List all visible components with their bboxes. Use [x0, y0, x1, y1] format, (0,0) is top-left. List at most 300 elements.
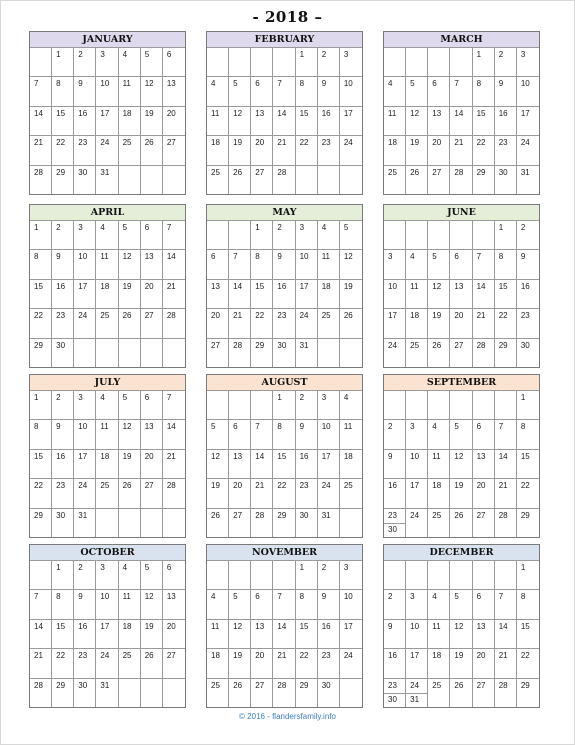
day-cell — [96, 47, 118, 76]
day-cell — [428, 508, 450, 537]
day-grid — [383, 220, 540, 368]
day-cell — [517, 220, 539, 249]
day-number: 19 — [144, 621, 154, 631]
day-cell — [340, 135, 362, 164]
day-number: 19 — [410, 138, 420, 148]
day-number: 11 — [211, 108, 220, 118]
day-cell — [473, 449, 495, 478]
day-number: 8 — [56, 79, 61, 89]
day-number: 5 — [454, 592, 459, 602]
day-number: 5 — [122, 393, 128, 402]
day-cell — [30, 279, 52, 308]
day-cell — [318, 678, 340, 707]
day-cell — [74, 76, 96, 105]
day-number: 20 — [211, 311, 220, 321]
day-number: 3 — [100, 50, 105, 59]
day-number: 19 — [144, 108, 154, 118]
day-cell — [141, 449, 163, 478]
day-cell — [229, 165, 251, 194]
day-cell — [229, 220, 251, 249]
day-number: 8 — [277, 422, 282, 432]
day-cell — [141, 589, 163, 618]
day-cell — [141, 648, 163, 677]
day-cell — [119, 560, 141, 589]
day-cell — [296, 308, 318, 337]
day-cell — [340, 220, 362, 249]
day-cell — [119, 648, 141, 677]
day-number: 5 — [233, 79, 238, 89]
day-cell — [207, 279, 229, 308]
day-number: 25 — [321, 311, 331, 321]
day-cell — [384, 47, 406, 76]
day-number: 13 — [144, 252, 154, 262]
day-cell — [318, 249, 340, 278]
day-cell — [141, 338, 163, 367]
day-number: 14 — [498, 451, 508, 461]
day-cell — [384, 589, 406, 618]
day-number: 16 — [498, 108, 508, 118]
day-grid — [29, 47, 186, 195]
day-cell — [428, 648, 450, 677]
day-cell — [229, 648, 251, 677]
day-cell — [318, 560, 340, 589]
day-number: 7 — [277, 79, 282, 89]
day-cell — [340, 619, 362, 648]
day-cell — [450, 220, 472, 249]
day-cell — [273, 249, 295, 278]
day-cell — [473, 390, 495, 419]
day-cell — [296, 76, 318, 105]
day-number: 13 — [211, 281, 220, 291]
day-number: 24 — [520, 138, 530, 148]
day-cell — [207, 619, 229, 648]
day-cell — [384, 249, 406, 278]
day-number: 17 — [410, 481, 420, 491]
day-number: 21 — [454, 138, 464, 148]
day-number: 29 — [299, 680, 309, 690]
day-number: 28 — [498, 510, 508, 520]
day-number: 28 — [476, 340, 486, 350]
day-cell — [473, 589, 495, 618]
day-cell — [495, 249, 517, 278]
day-number: 6 — [166, 563, 172, 572]
day-cell — [251, 279, 273, 308]
day-number: 30 — [498, 167, 508, 177]
day-number: 17 — [343, 108, 353, 118]
day-cell — [30, 419, 52, 448]
day-cell — [119, 308, 141, 337]
day-cell — [96, 619, 118, 648]
day-cell — [428, 279, 450, 308]
day-cell — [52, 560, 74, 589]
day-cell — [229, 106, 251, 135]
day-cell — [495, 648, 517, 677]
day-cell — [473, 619, 495, 648]
day-cell — [473, 678, 495, 707]
day-number: 26 — [432, 340, 442, 350]
day-number: 22 — [34, 311, 43, 321]
day-cell — [340, 589, 362, 618]
day-number: 11 — [432, 621, 441, 631]
day-cell — [296, 249, 318, 278]
day-cell — [74, 106, 96, 135]
day-number: 2 — [299, 393, 305, 402]
day-cell — [384, 338, 406, 367]
day-number: 8 — [476, 79, 482, 89]
day-cell — [473, 165, 495, 194]
day-cell — [340, 478, 362, 507]
day-number: 28 — [255, 510, 265, 520]
day-number: 4 — [211, 79, 216, 89]
copyright-footer[interactable]: © 2016 - flandersfamily.info — [239, 712, 336, 721]
day-cell — [296, 478, 318, 507]
day-cell — [74, 560, 96, 589]
day-number: 30 — [321, 680, 331, 690]
day-cell — [495, 76, 517, 105]
day-cell — [96, 478, 118, 507]
day-number: 9 — [388, 621, 393, 631]
day-number: 17 — [321, 451, 331, 461]
day-cell — [273, 390, 295, 419]
day-cell — [207, 76, 229, 105]
day-cell — [495, 165, 517, 194]
day-cell — [296, 508, 318, 537]
day-number: 4 — [343, 393, 349, 402]
day-number: 27 — [432, 167, 442, 177]
day-cell — [384, 619, 406, 648]
day-cell — [119, 678, 141, 707]
year-title: - 2018 – — [252, 8, 323, 26]
day-number: 10 — [78, 422, 88, 432]
day-number: 5 — [454, 422, 459, 432]
day-cell — [30, 589, 52, 618]
day-grid — [383, 560, 540, 708]
day-cell — [340, 648, 362, 677]
day-cell — [163, 106, 185, 135]
day-number: 28 — [454, 167, 464, 177]
day-cell — [495, 419, 517, 448]
day-cell — [52, 390, 74, 419]
day-cell — [96, 589, 118, 618]
day-cell — [296, 279, 318, 308]
day-cell — [74, 338, 96, 367]
day-cell — [517, 619, 539, 648]
day-number: 25 — [432, 510, 442, 520]
day-number: 3 — [410, 422, 415, 432]
day-cell — [517, 106, 539, 135]
day-cell — [384, 449, 406, 478]
day-number: 13 — [432, 108, 442, 118]
day-cell — [428, 106, 450, 135]
day-cell — [495, 508, 517, 537]
day-number: 28 — [498, 680, 508, 690]
day-number: 19 — [233, 138, 243, 148]
day-cell — [450, 165, 472, 194]
day-cell — [141, 135, 163, 164]
day-cell — [119, 47, 141, 76]
day-number: 29 — [34, 510, 43, 520]
month-march — [383, 31, 540, 196]
day-cell — [74, 678, 96, 707]
day-cell — [251, 106, 273, 135]
day-number: 5 — [343, 223, 349, 232]
day-number: 8 — [299, 592, 305, 602]
day-number: 11 — [100, 252, 109, 262]
day-cell — [229, 338, 251, 367]
day-number: 5 — [233, 592, 238, 602]
day-number: 23 — [321, 138, 331, 148]
day-number: 16 — [388, 651, 397, 661]
day-number: 16 — [388, 481, 397, 491]
day-number: 18 — [100, 451, 110, 461]
day-number: 23 — [56, 481, 66, 491]
day-cell — [473, 478, 495, 507]
day-number: 25 — [100, 481, 110, 491]
day-grid — [29, 390, 186, 538]
month-header: SEPTEMBER — [383, 374, 540, 391]
day-cell — [296, 419, 318, 448]
day-number: 30 — [388, 524, 397, 534]
day-number: 18 — [410, 311, 420, 321]
day-number: 8 — [34, 422, 39, 432]
day-number: 16 — [78, 108, 88, 118]
day-number: 4 — [388, 79, 393, 89]
day-number: 15 — [299, 108, 309, 118]
day-number: 18 — [343, 451, 353, 461]
day-cell — [517, 508, 539, 537]
day-number: 24 — [100, 651, 110, 661]
day-number: 15 — [255, 281, 265, 291]
day-number: 2 — [56, 223, 61, 232]
day-number: 6 — [476, 592, 482, 602]
day-number: 23 — [56, 311, 66, 321]
day-cell — [450, 249, 472, 278]
day-cell — [296, 106, 318, 135]
day-number: 1 — [277, 393, 282, 402]
day-cell — [74, 619, 96, 648]
day-number: 12 — [454, 451, 464, 461]
day-cell — [52, 220, 74, 249]
day-cell — [428, 419, 450, 448]
day-cell — [74, 308, 96, 337]
day-cell — [119, 589, 141, 618]
day-cell — [406, 47, 428, 76]
day-number: 4 — [122, 563, 128, 572]
day-cell — [428, 478, 450, 507]
day-cell — [495, 589, 517, 618]
day-cell — [296, 135, 318, 164]
day-cell — [96, 106, 118, 135]
day-number: 2 — [520, 223, 526, 232]
day-cell — [406, 249, 428, 278]
day-cell — [517, 135, 539, 164]
day-number: 26 — [343, 311, 353, 321]
day-cell — [74, 508, 96, 537]
day-cell — [450, 308, 472, 337]
day-cell — [296, 619, 318, 648]
day-cell — [406, 589, 428, 618]
day-cell — [318, 279, 340, 308]
day-cell — [495, 678, 517, 707]
day-cell — [141, 619, 163, 648]
day-cell — [273, 220, 295, 249]
day-cell — [207, 508, 229, 537]
day-number: 6 — [255, 79, 260, 89]
day-cell — [340, 419, 362, 448]
day-cell — [74, 589, 96, 618]
day-cell — [273, 678, 295, 707]
day-number: 4 — [321, 223, 327, 232]
day-cell — [229, 390, 251, 419]
day-cell — [384, 76, 406, 105]
day-number: 11 — [211, 621, 220, 631]
day-cell — [251, 308, 273, 337]
day-cell — [450, 619, 472, 648]
day-number: 21 — [277, 651, 287, 661]
day-cell — [495, 449, 517, 478]
day-number: 10 — [410, 621, 420, 631]
day-cell — [52, 478, 74, 507]
day-number: 12 — [122, 252, 132, 262]
day-cell — [74, 249, 96, 278]
day-number: 1 — [498, 223, 504, 232]
day-cell — [473, 419, 495, 448]
day-cell — [495, 135, 517, 164]
day-number: 12 — [233, 621, 243, 631]
day-number: 7 — [277, 592, 282, 602]
month-header: AUGUST — [206, 374, 363, 391]
day-cell — [384, 478, 406, 507]
day-number: 15 — [520, 621, 530, 631]
day-cell — [406, 560, 428, 589]
day-cell — [318, 338, 340, 367]
day-number: 10 — [410, 451, 420, 461]
day-cell — [251, 619, 273, 648]
day-number: 23 — [388, 680, 397, 690]
day-cell — [273, 478, 295, 507]
day-number: 20 — [166, 621, 176, 631]
day-cell — [318, 648, 340, 677]
day-cell — [273, 308, 295, 337]
day-number: 12 — [144, 79, 154, 89]
day-number: 11 — [432, 451, 441, 461]
day-number: 7 — [476, 252, 482, 262]
day-cell — [384, 390, 406, 419]
day-number: 20 — [476, 481, 486, 491]
day-number: 31 — [100, 680, 110, 690]
day-number: 27 — [144, 481, 154, 491]
day-number: 18 — [211, 138, 220, 148]
month-july — [29, 374, 186, 539]
day-number: 12 — [454, 621, 464, 631]
day-number: 23 — [78, 138, 88, 148]
day-number: 17 — [388, 311, 397, 321]
day-number: 2 — [498, 50, 504, 59]
day-number: 15 — [34, 451, 43, 461]
day-cell — [52, 678, 74, 707]
day-cell — [119, 220, 141, 249]
day-cell — [229, 76, 251, 105]
day-number: 31 — [299, 340, 309, 350]
day-cell — [517, 338, 539, 367]
day-number: 13 — [476, 621, 486, 631]
day-cell — [52, 619, 74, 648]
day-number: 15 — [56, 108, 66, 118]
day-number: 4 — [100, 223, 105, 232]
day-number: 10 — [321, 422, 331, 432]
day-cell — [229, 449, 251, 478]
day-number: 7 — [255, 422, 260, 432]
day-number: 27 — [144, 311, 154, 321]
day-cell — [273, 508, 295, 537]
day-cell — [428, 165, 450, 194]
day-number: 1 — [34, 223, 39, 232]
day-cell — [428, 249, 450, 278]
day-cell — [163, 619, 185, 648]
day-cell — [251, 76, 273, 105]
day-cell — [141, 249, 163, 278]
day-cell — [450, 279, 472, 308]
month-august — [206, 374, 363, 539]
day-cell — [273, 47, 295, 76]
day-number: 18 — [432, 651, 442, 661]
day-number: 27 — [211, 340, 220, 350]
day-number: 2 — [388, 422, 393, 432]
day-cell — [517, 589, 539, 618]
day-number: 13 — [454, 281, 464, 291]
day-number: 21 — [498, 481, 508, 491]
day-cell — [119, 338, 141, 367]
day-number: 21 — [476, 311, 486, 321]
day-cell — [96, 76, 118, 105]
day-number: 18 — [100, 281, 110, 291]
day-number: 25 — [388, 167, 397, 177]
day-number: 3 — [100, 563, 105, 572]
day-number: 29 — [476, 167, 486, 177]
day-cell — [52, 449, 74, 478]
day-number: 1 — [34, 393, 39, 402]
day-cell — [96, 279, 118, 308]
day-cell — [52, 508, 74, 537]
day-number: 28 — [277, 680, 287, 690]
day-number: 20 — [255, 651, 265, 661]
day-number: 7 — [454, 79, 459, 89]
day-cell — [428, 678, 450, 707]
day-cell — [96, 678, 118, 707]
day-number: 21 — [233, 311, 243, 321]
day-cell — [384, 508, 406, 537]
day-number: 29 — [34, 340, 43, 350]
day-number: 8 — [498, 252, 504, 262]
day-number: 22 — [56, 138, 66, 148]
day-number: 13 — [255, 108, 265, 118]
day-cell — [428, 220, 450, 249]
day-cell — [495, 478, 517, 507]
day-number: 24 — [78, 311, 88, 321]
day-cell — [517, 279, 539, 308]
day-cell — [273, 419, 295, 448]
day-cell — [74, 449, 96, 478]
day-number: 31 — [100, 167, 110, 177]
day-number: 27 — [166, 138, 176, 148]
day-cell — [517, 419, 539, 448]
day-cell — [340, 308, 362, 337]
day-number: 7 — [166, 393, 172, 402]
day-number: 23 — [78, 651, 88, 661]
day-cell — [296, 165, 318, 194]
day-cell — [384, 308, 406, 337]
day-number: 26 — [144, 651, 154, 661]
